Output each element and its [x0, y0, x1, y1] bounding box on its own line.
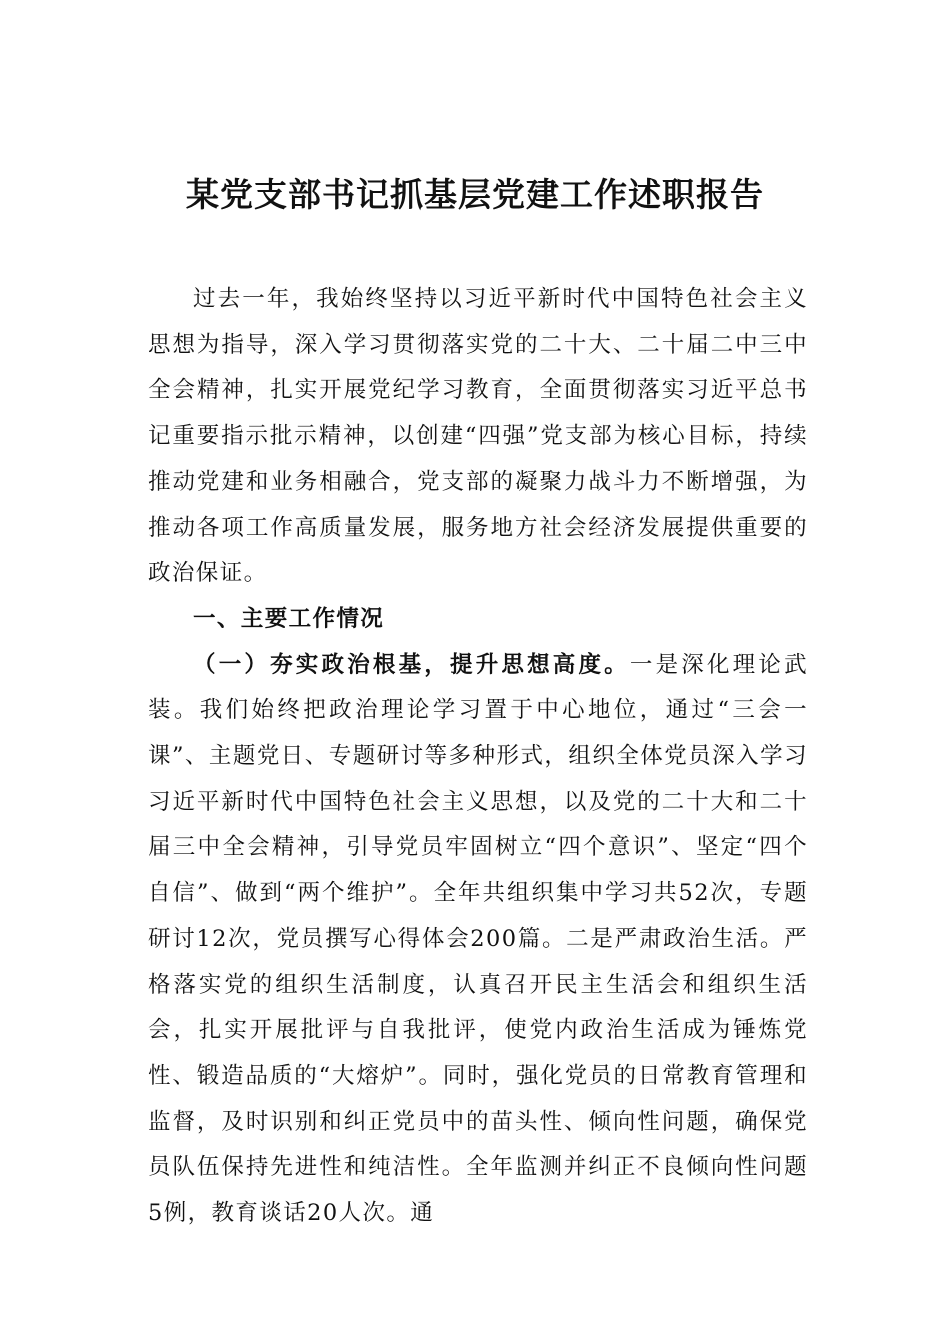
- document-body: [148, 277, 808, 1237]
- subsection-lead: （一）夯实政治根基，提升思想高度。: [193, 651, 630, 678]
- subsection-body: 一是深化理论武装。我们始终把政治理论学习置于中心地位，通过“三会一课”、主题党日、专题研讨等多种形式，组织全体党员深入学习习近平新时代中国特色社会主义思想，以及党的二十大和二十届三中全会精神，引导党员牢固树立“四个意识”、坚定“四个自信”、做到“两个维护”。全年共组织集中学习共52次，专题研讨12次，党员撰写心得体会200篇。二是严肃政治生活。严格落实党的组织生活制度，认真召开民主生活会和组织生活会，扎实开展批评与自我批评，使党内政治生活成为锤炼党性、锻造品质的“大熔炉”。同时，强化党员的日常教育管理和监督，及时识别和纠正党员中的苗头性、倾向性问题，确保党员队伍保持先进性和纯洁性。全年监测并纠正不良倾向性问题5例，教育谈话20人次。通: [148, 651, 808, 1227]
- intro-paragraph: 过去一年，我始终坚持以习近平新时代中国特色社会主义思想为指导，深入学习贯彻落实党的二十大、二十届二中三中全会精神，扎实开展党纪学习教育，全面贯彻落实习近平总书记重要指示批示精神，以创建“四强”党支部为核心目标，持续推动党建和业务相融合，党支部的凝聚力战斗力不断增强，为推动各项工作高质量发展，服务地方社会经济发展提供重要的政治保证。: [148, 286, 808, 587]
- section-heading-main-work: 一、主要工作情况: [193, 605, 385, 632]
- subsection-paragraph-political-foundation: [148, 643, 808, 1237]
- document-title: 某党支部书记抓基层党建工作述职报告: [186, 175, 764, 214]
